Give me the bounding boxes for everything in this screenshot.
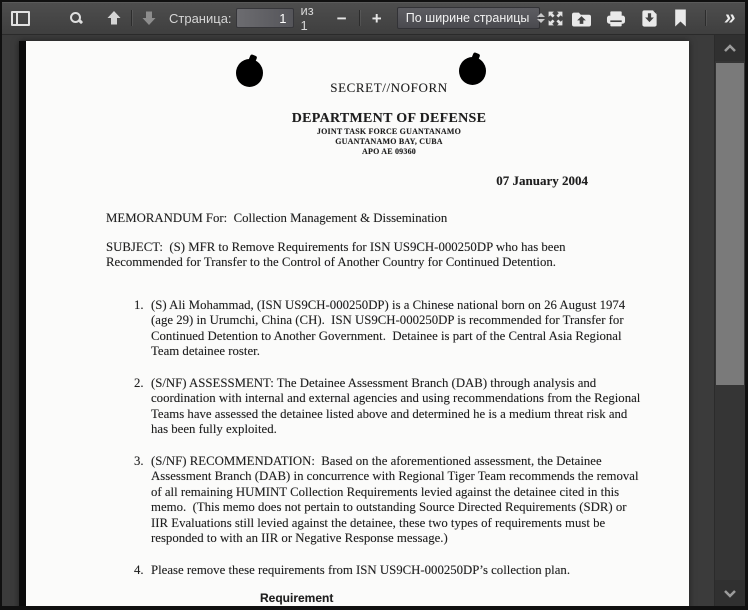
zoom-level-select[interactable] (397, 7, 540, 29)
toolbar-divider (359, 10, 360, 26)
bookmark-button[interactable] (669, 6, 693, 30)
sidebar-toggle-icon (11, 11, 30, 26)
toolbar-divider (705, 10, 706, 26)
page-number-input[interactable] (236, 8, 294, 28)
letterhead-line3: GUANTANAMO BAY, CUBA (335, 136, 443, 146)
letterhead-line2: JOINT TASK FORCE GUANTANAMO (316, 126, 462, 136)
scrollbar-thumb[interactable] (716, 63, 744, 385)
toolbar-divider (131, 10, 132, 26)
zoom-select-value: По ширине страницы (405, 11, 530, 25)
arrow-up-icon (106, 10, 122, 26)
previous-page-button[interactable] (102, 6, 126, 30)
memo-paragraph (106, 298, 644, 360)
memo-paragraph (106, 563, 644, 579)
arrow-down-icon (141, 10, 157, 26)
toolbar-right-group (568, 6, 742, 30)
memorandum-for-line: MEMORANDUM For: Collection Management & Dissemination (106, 211, 448, 225)
letterhead-line4: APO AE 09360 (362, 146, 416, 156)
bookmark-icon (673, 9, 688, 27)
memo-paragraph (106, 454, 644, 547)
letterhead (120, 110, 658, 157)
zoom-out-button[interactable] (330, 6, 354, 30)
paragraph-text: (S/NF) ASSESSMENT: The Detainee Assessment Branch (DAB) through analysis and coordination with internal and external agencies and using recommendations from the Regional Teams have assessed the detainee listed above and determined he is a medium threat risk and has been fully exploited. (151, 375, 644, 436)
open-file-button[interactable] (568, 6, 595, 30)
minus-icon: − (336, 8, 347, 28)
plus-icon: + (371, 8, 382, 28)
download-icon (639, 9, 660, 28)
expand-arrows-icon (547, 10, 564, 27)
paragraph-number: 1. (134, 297, 144, 312)
presentation-mode-button[interactable] (544, 6, 568, 30)
double-chevron-icon: » (724, 7, 736, 29)
document-date: 07 January 2004 (496, 172, 588, 188)
memo-paragraph-list (106, 298, 644, 579)
memo-paragraph (106, 376, 644, 438)
zoom-in-button[interactable] (365, 6, 389, 30)
scroll-up-button[interactable] (715, 35, 745, 61)
printer-icon (604, 9, 628, 28)
document-page (19, 41, 689, 606)
vertical-scrollbar[interactable] (714, 35, 745, 606)
more-tools-button[interactable] (718, 6, 742, 30)
next-page-button[interactable] (137, 6, 161, 30)
print-button[interactable] (602, 6, 630, 30)
page-count-label: из 1 (300, 3, 314, 33)
scroll-down-button[interactable] (715, 580, 745, 606)
requirement-table-header: Requirement (260, 591, 334, 605)
pdf-toolbar (2, 2, 745, 35)
subject-line: SUBJECT: (S) MFR to Remove Requirements for ISN US9CH-000250DP who has been Recommended for Transfer to the Control of Another Country for Continued Detention. (106, 239, 569, 269)
pdf-viewer-app (2, 2, 745, 606)
document-content (106, 41, 644, 606)
find-button[interactable] (64, 6, 88, 30)
paragraph-text: Please remove these requirements from ISN US9CH-000250DP’s collection plan. (151, 562, 571, 577)
page-label: Страница: (169, 10, 232, 26)
paragraph-text: (S) Ali Mohammad, (ISN US9CH-000250DP) is a Chinese national born on 26 August 1974 (age 29) in Urumchi, China (CH). ISN US9CH-000250DP is recommended for Transfer for Continued Detention to Another Government. Detainee is part of the Central Asia Regional Team detainee roster. (151, 297, 629, 358)
sidebar-toggle-button[interactable] (8, 6, 32, 30)
pdf-viewer-area (2, 35, 745, 606)
chevron-up-icon (722, 43, 738, 54)
classification-banner: SECRET//NOFORN (330, 80, 448, 95)
paragraph-number: 3. (134, 453, 144, 468)
paragraph-number: 4. (134, 562, 144, 577)
letterhead-line1: DEPARTMENT OF DEFENSE (291, 110, 487, 126)
search-icon (69, 11, 83, 25)
paragraph-text: (S/NF) RECOMMENDATION: Based on the aforementioned assessment, the Detainee Assessment Branch (DAB) in concurrence with Regional Tiger Team recommends the removal of all remaining HUMINT Collection Requirements levied against the detainee cited in this memo. (This memo does not pertain to outstanding Source Directed Requirements (SDR) or IIR Evaluations still levied against the detainee, these two types of requirements must be responded to with an IIR or Negative Response message.) (151, 453, 642, 545)
chevron-down-icon (722, 588, 738, 599)
download-button[interactable] (637, 6, 662, 30)
paragraph-number: 2. (134, 375, 144, 390)
folder-open-icon (570, 9, 593, 28)
scan-edge-artifact (19, 41, 26, 606)
